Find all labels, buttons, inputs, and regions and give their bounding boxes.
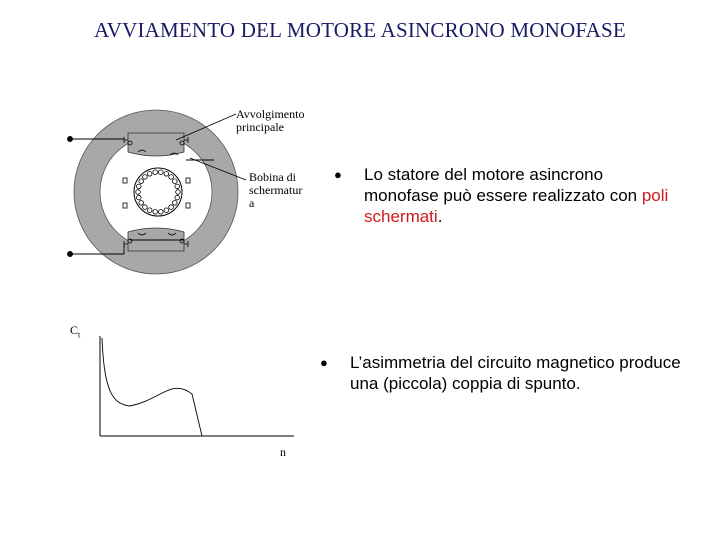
rotor-bar [169, 175, 174, 180]
bullet-asymmetry [320, 352, 715, 396]
rotor-bar [164, 208, 169, 213]
rotor-bar [175, 195, 180, 200]
bullet-2-line-1: L’asimmetria del circuito magnetico produce [350, 353, 681, 372]
rotor-bar [159, 170, 164, 175]
rotor-bar [173, 179, 178, 184]
bullet-dot: ● [320, 355, 328, 370]
bullet-1-line-1: Lo statore del motore asincrono [364, 165, 604, 184]
rotor [134, 168, 182, 216]
top-pole [128, 133, 184, 156]
bullet-1-end: . [437, 207, 443, 226]
rotor-bar [143, 205, 148, 210]
torque-symbol: C [70, 323, 79, 337]
bullet-shaded-poles [334, 164, 704, 230]
torque-axis-label [70, 324, 80, 341]
bullet-dot: ● [334, 167, 342, 182]
rotor-bar [175, 184, 180, 189]
bullet-1-highlight-1: poli [641, 186, 669, 205]
rotor-bar [147, 172, 152, 177]
speed-axis-label: n [280, 445, 286, 459]
rotor-bar [143, 175, 148, 180]
bottom-pole [128, 228, 184, 251]
torque-curve [102, 338, 202, 436]
rotor-bar [136, 190, 141, 195]
rotor-bar [164, 172, 169, 177]
bullet-1-highlight-2: schermati [364, 207, 438, 226]
rotor-bar [147, 208, 152, 213]
rotor-bar [176, 190, 181, 195]
rotor-bar [169, 205, 174, 210]
torque-subscript: t [78, 330, 81, 340]
rotor-bar [139, 179, 144, 184]
rotor-bar [153, 210, 158, 215]
rotor-bar [137, 195, 142, 200]
main-winding-label: Avvolgimento principale [236, 107, 305, 134]
rotor-bar [159, 210, 164, 215]
bullet-2-line-2: una (piccola) coppia di spunto. [350, 374, 581, 393]
rotor-bar [173, 201, 178, 206]
rotor-bar [139, 201, 144, 206]
bullet-1-line-2: monofase può essere realizzato con [364, 186, 642, 205]
torque-speed-graph [100, 336, 294, 436]
page-title: AVVIAMENTO DEL MOTORE ASINCRONO MONOFASE [94, 18, 626, 42]
rotor-bar [137, 184, 142, 189]
rotor-bar [153, 170, 158, 175]
shading-coil-label: Bobina di schermatur a [249, 170, 303, 210]
